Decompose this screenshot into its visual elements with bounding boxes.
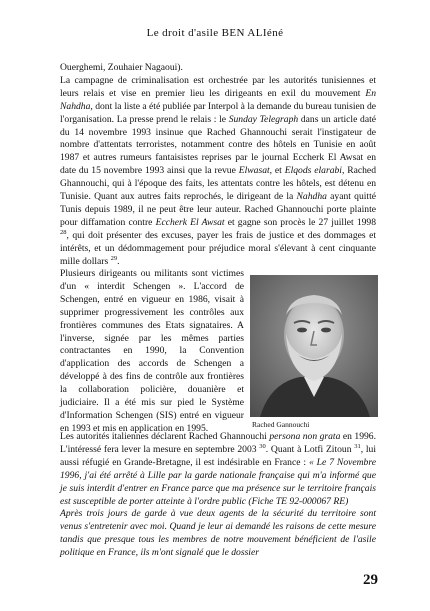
portrait-photo — [250, 275, 378, 417]
paragraph-ghannouchi-italy: Les autorités italiennes déclarent Rached Ghannouchi persona non grata en 1996. L'intéressé fera lever la mesure en septembre 2003 $^{30}$. Quant à Lotfi Zitoun $^{31}$, lui aussi réfugié en Grande-Bretagne, il est indésirable en France : « Le 7 Novembre 1996, j'ai été arrêté à Lille par la garde nationale française qui m'a informé que je suis interdit d'entrer en France parce que ma présence sur le territoire français est susceptible de porter atteinte à l'ordre public (Fiche TE 92-000067 RE) — [60, 431, 377, 507]
footnote-ref-29: 29 — [110, 254, 118, 262]
text-block-bottom — [60, 431, 376, 560]
footnote-ref-31: 31 — [354, 442, 361, 450]
photo-caption: Rached Gannouchi — [252, 420, 310, 429]
paragraph-garde-a-vue: Après trois jours de garde à vue deux agents de la sécurité du territoire sont venus s'entretenir avec moi. Quand je leur ai demandé les raisons de cette mesure tandis que presque tous les membres de notre mouvement bénéficient de l'asile politique en France, ils m'ont signalé que le dossier — [60, 508, 376, 559]
text-block-top — [60, 62, 376, 269]
text-block-schengen — [60, 268, 244, 436]
paragraph-2: La campagne de criminalisation est orchestrée par les autorités tunisiennes et leurs relais et vise en premier lieu les dirigeants en exil du mouvement En Nahdha, dont la liste a été publiée par Interpol à la demande du bureau tunisien de l'organisation. La presse prend le relais : le Sunday Telegraph dans un article daté du 14 novembre 1993 insinue que Rached Ghannouchi serait l'instigateur de nombre d'attentats terroristes, notamment contre des hôtels en Tunisie en août 1987 et autres rumeurs fantaisistes reprises par le journal Eccherk El Awsat en date du 15 novembre 1993 ainsi que la revue Elwasat, et Elqods elarabi, Rached Ghannouchi, qui à l'époque des faits, les attentats contre les hôtels, est détenu en Tunisie. Quant aux autres faits reprochés, le dirigeant de la Nahdha ayant quitté Tunis depuis 1989, il ne peut être leur auteur. Rached Ghannouchi porte plainte pour diffamation contre Eccherk El Awsat et gagne son procès le 27 juillet 1998 $^{28}$, qui doit présenter des excuses, payer les frais de justice et des dommages et intérêts, et un dédommagement pour préjudice moral s'élevant à cent cinquante mille dollars $^{29}$. — [60, 74, 377, 267]
footnote-ref-30: 30 — [259, 442, 266, 450]
paragraph-1: Ouerghemi, Zouhaier Nagaoui). — [60, 62, 183, 73]
page-number: 29 — [363, 572, 378, 588]
paragraph-schengen: Plusieurs dirigeants ou militants sont victimes d'un « interdit Schengen ». L'accord de Schengen, entré en vigueur en 1986, visait à supprimer progressivement les contrôles aux frontières communes des Etats signataires. A l'inverse, signée par les mêmes parties contractantes en 1990, la Convention d'application des accords de Schengen a développé à des fins de contrôle aux frontières la collaboration policière, douanière et judiciaire. Il a été mis sur pied le Système d'Information Schengen (SIS) entré en vigueur en 1993 et mis en application en 1995. — [60, 268, 244, 434]
running-header: Le droit d'asile BEN ALIéné — [146, 27, 284, 39]
footnote-ref-28: 28 — [60, 228, 67, 236]
